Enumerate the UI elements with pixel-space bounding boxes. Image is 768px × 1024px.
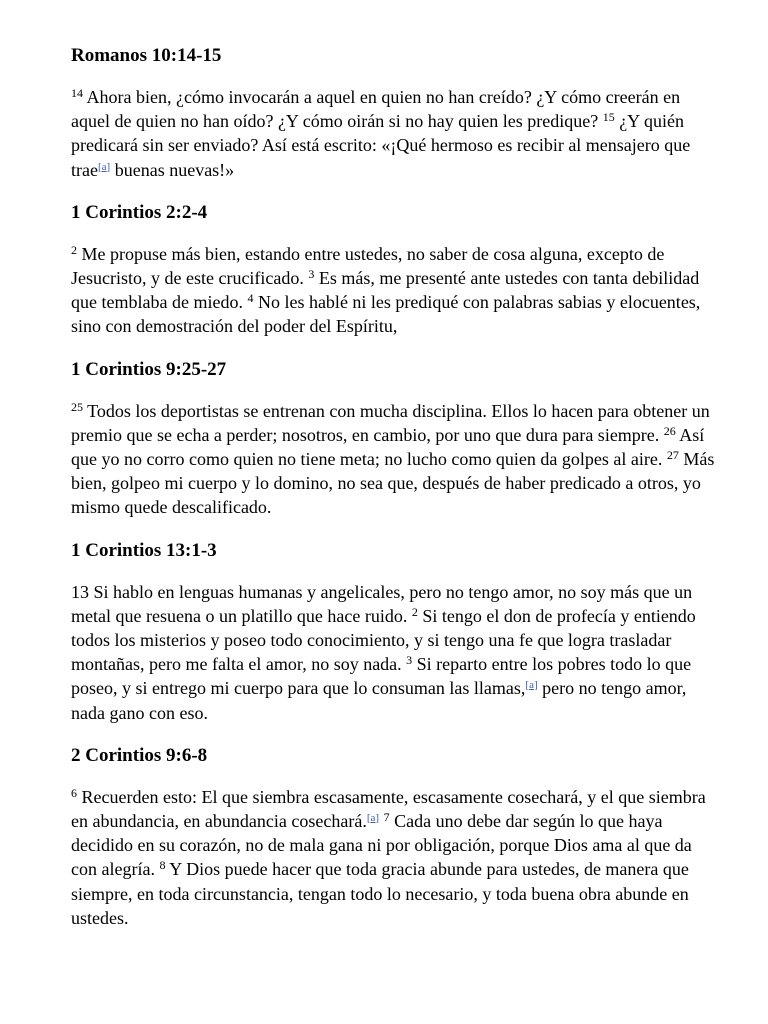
footnote-marker[interactable]: [98, 161, 110, 173]
scripture-section: [71, 44, 721, 182]
footnote-bracket-open: [: [97, 160, 102, 173]
scripture-section: [71, 201, 721, 339]
passage-reference-heading: Romanos 10:14-15: [71, 45, 222, 66]
verse-number: 25: [71, 399, 83, 414]
verse-text: buenas nuevas!»: [110, 159, 235, 180]
verse-number: 27: [666, 448, 679, 463]
verse-number: 2: [71, 242, 77, 257]
footnote-bracket-close: ]: [375, 812, 380, 825]
scripture-section: [71, 539, 721, 725]
footnote-marker[interactable]: [525, 679, 537, 691]
footnote-bracket-open: [: [525, 679, 530, 692]
verse-text: Si tengo el don de profecía y entiendo todos los misterios y poseo todo conocimiento, y si tengo una fe que logra trasladar montañas, pero me falta el amor, no soy nada.: [71, 605, 696, 675]
verse-text: Cada uno debe dar según lo que haya decidido en su corazón, no de mala gana ni por obligación, porque Dios ama al que da con alegría.: [71, 811, 692, 880]
verse-text: No les hablé ni les prediqué con palabras sabias y elocuentes, sino con demostración del poder del Espíritu,: [71, 292, 701, 337]
verse-text: Me propuse más bien, estando entre ustedes, no saber de cosa alguna, excepto de Jesucristo, y de este crucificado.: [71, 243, 665, 289]
verse-text: pero no tengo amor, nada gano con eso.: [71, 678, 687, 723]
verse-number: 8: [159, 858, 166, 873]
passage-text: [71, 399, 721, 520]
footnote-bracket-close: ]: [533, 679, 538, 692]
verse-number: 4: [247, 291, 254, 306]
footnote-bracket-close: ]: [106, 160, 111, 173]
verse-number: 3: [308, 267, 315, 282]
document-page: [71, 44, 721, 949]
verse-text: 13 Si hablo en lenguas humanas y angelicales, pero no tengo amor, no soy más que un metal que resuena o un platillo que hace ruido.: [71, 581, 693, 626]
scripture-section: [71, 744, 721, 930]
passage-text: [71, 580, 721, 725]
verse-text: ¿Y quién predicará sin ser enviado? Así está escrito: «¡Qué hermoso es recibir al mensajero que trae: [71, 111, 691, 180]
verse-text: Recuerden esto: El que siembra escasamente, escasamente cosechará, y el que siembra en abundancia, en abundancia cosechará.: [71, 786, 706, 832]
verse-number: 7: [383, 810, 390, 825]
passage-reference-heading: 2 Corintios 9:6-8: [71, 744, 208, 766]
footnote-marker[interactable]: [367, 812, 379, 824]
passage-reference-heading: 1 Corintios 9:25-27: [71, 358, 227, 380]
verse-text: Más bien, golpeo mi cuerpo y lo domino, no sea que, después de haber predicado a otros, yo mismo quede descalificado.: [71, 449, 715, 518]
verse-text: Y Dios puede hacer que toda gracia abunde para ustedes, de manera que siempre, en toda circunstancia, tengan todo lo necesario, y toda buena obra abunde en ustedes.: [71, 859, 689, 928]
passage-text: [71, 785, 721, 930]
verse-number: 15: [602, 110, 615, 125]
footnote-bracket-open: [: [366, 812, 371, 825]
footnote-link[interactable]: a: [370, 812, 376, 825]
verse-number: 3: [406, 653, 413, 668]
verse-number: 26: [663, 423, 676, 438]
footnote-link[interactable]: a: [529, 679, 534, 692]
passage-text: [71, 85, 721, 182]
verse-text: Así que yo no corro como quien no tiene meta; no lucho como quien da golpes al aire.: [71, 424, 705, 470]
verse-number: 6: [71, 785, 77, 800]
verse-text: Ahora bien, ¿cómo invocarán a aquel en quien no han creído? ¿Y cómo creerán en aquel de quien no han oído? ¿Y cómo oirán si no hay quien les predique?: [71, 87, 681, 132]
passage-reference-heading: 1 Corintios 13:1-3: [71, 539, 217, 561]
verse-number: 14: [71, 86, 83, 100]
scripture-section: [71, 358, 721, 520]
verse-number: 2: [411, 604, 418, 619]
passage-reference-heading: 1 Corintios 2:2-4: [71, 201, 208, 223]
verse-text: Todos los deportistas se entrenan con mucha disciplina. Ellos lo hacen para obtener un premio que se echa a perder; nosotros, en cambio, por uno que dura para siempre.: [71, 400, 710, 445]
passage-text: [71, 242, 721, 339]
footnote-link[interactable]: a: [101, 160, 107, 173]
verse-text: Si reparto entre los pobres todo lo que poseo, y si entrego mi cuerpo para que lo consuman las llamas,: [71, 654, 692, 699]
verse-text: Es más, me presenté ante ustedes con tanta debilidad que temblaba de miedo.: [71, 268, 700, 313]
